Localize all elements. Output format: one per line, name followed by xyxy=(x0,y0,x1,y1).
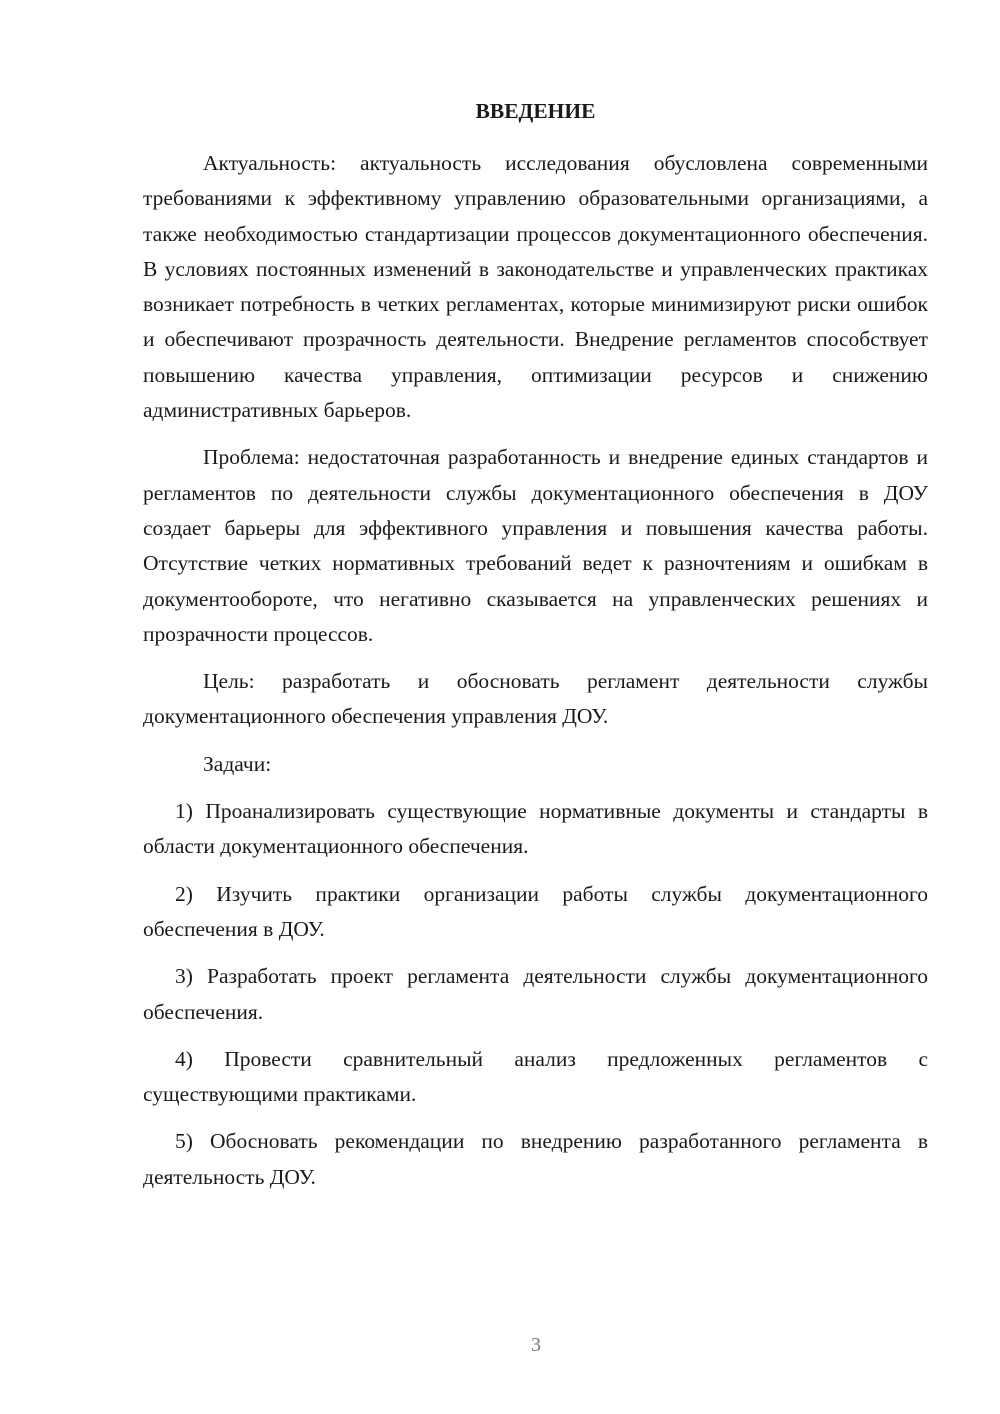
paragraph-goal: Цель: разработать и обосновать регламент деятельности службы документационного обеспечения управления ДОУ. xyxy=(143,669,928,729)
task-item: 1) Проанализировать существующие нормативные документы и стандарты в области документационного обеспечения. xyxy=(143,799,928,859)
task-item: 4) Провести сравнительный анализ предложенных регламентов с существующими практиками. xyxy=(143,1046,928,1107)
section-heading: ВВЕДЕНИЕ xyxy=(475,99,596,123)
tasks-label: Задачи: xyxy=(203,751,272,776)
page-content xyxy=(143,94,928,1207)
task-item: 3) Разработать проект регламента деятельности службы документационного обеспечения. xyxy=(143,964,928,1024)
task-item: 5) Обосновать рекомендации по внедрению разработанного регламента в деятельность ДОУ. xyxy=(143,1129,928,1189)
page-number: 3 xyxy=(531,1334,541,1356)
paragraph-problem: Проблема: недостаточная разработанность и внедрение единых стандартов и регламентов по деятельности службы документационного обеспечения в ДОУ создает барьеры для эффективного управления и повышения качества работы. Отсутствие четких нормативных требований ведет к разночтениям и ошибкам в документообороте, что негативно сказывается на управленческих решениях и прозрачности процессов. xyxy=(143,445,928,646)
task-item: 2) Изучить практики организации работы службы документационного обеспечения в ДОУ. xyxy=(143,881,928,941)
paragraph-relevance: Актуальность: актуальность исследования обусловлена современными требованиями к эффективному управлению образовательными организациями, а также необходимостью стандартизации процессов документационного обеспечения. В условиях постоянных изменений в законодательстве и управленческих практиках возникает потребность в четких регламентах, которые минимизируют риски ошибок и обеспечивают прозрачность деятельности. Внедрение регламентов способствует повышению качества управления, оптимизации ресурсов и снижению административных барьеров. xyxy=(143,151,928,423)
